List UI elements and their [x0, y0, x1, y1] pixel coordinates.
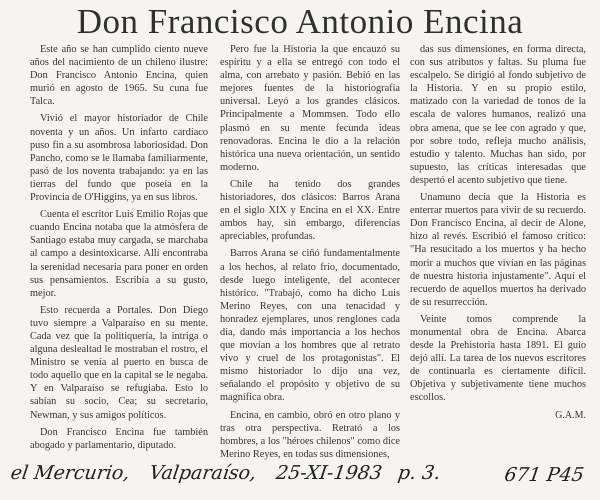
article-column-1 — [30, 43, 208, 456]
hw-date: 25-XI-1983 — [274, 462, 384, 484]
handwritten-annotation — [8, 462, 586, 496]
article-headline: Don Francisco Antonio Encina — [76, 2, 524, 41]
author-signature: G.A.M. — [555, 409, 586, 421]
hw-city: Valparaíso, — [148, 462, 258, 484]
paragraph: Esto recuerda a Portales. Don Diego tuvo siempre a Valparaíso en su mente. Cada vez que la politiquería, la intriga o alguna deslealtad le mostraban el rostro, el Ministro se venía al puerto en busca de todo aquello que en la capital se le negaba. Y en Valparaíso se refugiaba. Esto lo sabían su socio, Cea; su secretario, Newman, y sus amigos políticos. — [30, 304, 208, 421]
paragraph: Chile ha tenido dos grandes historiadores, dos clásicos: Barros Arana en el siglo XIX y Encina en el XX. Entre ambos hay, sin embargo, diferencias apreciables, profundas. — [220, 178, 400, 243]
paragraph: Pero fue la Historia la que encauzó su espíritu y a ella se entregó con todo el alma, con arrebato y pasión. Bebió en las mejores fuentes de la historiografía universal. Leyó a los grandes clásicos. Principalmente a Mommsen. Todo ello plasmó en su mente fecunda ideas renovadoras. Encina le dio a la relación histórica una nueva orientación, un sentido moderno. — [220, 44, 400, 173]
paragraph: Barros Arana se ciñó fundamentalmente a los hechos, al relato frío, documentado, desde luego inteligente, del acontecer histórico. "Trabajó, como ha dicho Luis Merino Reyes, con una tenacidad y honradez ejemplares, unos renglones cada día, dando más importancia a los hechos que movían a los hombres que al retrato vivo y cruel de los protagonistas". El mismo historiador lo dijo una vez, señalando el propósito y objetivo de su magnífica obra. — [220, 248, 400, 404]
paragraph: Cuenta el escritor Luis Emilio Rojas que cuando Encina notaba que la atmósfera de Santiago estaba muy cargada, se marchaba al campo a desintoxicarse. Allí encontraba la serenidad necesaria para poner en orden sus pensamientos. Escribía a su gusto, mejor. — [30, 209, 208, 299]
article-column-3 — [410, 43, 586, 422]
hw-page: p. 3. — [396, 462, 442, 484]
paragraph: das sus dimensiones, en forma directa, con sus atributos y faltas. Su pluma fue escalpelo. Se dirigió al fondo subjetivo de la Historia. Y en su propio estilo, matizado con la variedad de tonos de la escala de valores humanos, realizó una obra amena, que se lee con agrado y que, por sobre todo, refleja mucho análisis, estudio y talento. Muchas han sido, por supuesto, las críticas interesadas que despertó el acento subjetivo que tiene. — [410, 44, 586, 186]
paragraph: Don Francisco Encina fue también abogado y parlamentario, diputado. — [30, 426, 208, 451]
paragraph: Encina, en cambio, obró en otro plano y tras otra perspectiva. Retrató a los hombres, a los "héroes chilenos" como dice Merino Reyes, en todas sus dimensiones, — [220, 409, 400, 460]
paragraph: Vivió el mayor historiador de Chile noventa y un años. Un infarto cardíaco puso fin a su asombrosa laboriosidad. Don Pancho, como se le llamaba familiarmente, pasó de los noventa trabajando: ya en las tierras del fundo que poseía en la Provincia de O'Higgins, ya en sus libros. — [30, 113, 208, 204]
paragraph: Este año se han cumplido ciento nueve años del nacimiento de un chileno ilustre: Don Francisco Antonio Encina, quien murió en agosto de 1965. Su cuna fue Talca. — [30, 44, 208, 108]
paragraph: Veinte tomos comprende la monumental obra de Encina. Abarca desde la Prehistoria hasta 1891. El guio dejó allí. La tarea de los nuevos escritores de continuarla es ciertamente difícil. Objetiva y subjetivamente tiene muchos escollos. — [410, 313, 586, 404]
paragraph: Unamuno decía que la Historia es enterrar muertos para vivir de su recuerdo. Don Francisco Encina, al decir de Alone, hizo al revés. Escribió el famoso crítico: "Ha resucitado a los muertos y ha hecho morir a muchos que vivían en las páginas de nuestra historia injustamente". Aquí el recuerdo de aquellos muertos ha derivado de su resurrección. — [410, 192, 586, 308]
article-column-2 — [220, 43, 400, 465]
hw-catalog-code: 671 P45 — [503, 464, 586, 486]
hw-paper-name: el Mercurio, — [9, 462, 132, 484]
